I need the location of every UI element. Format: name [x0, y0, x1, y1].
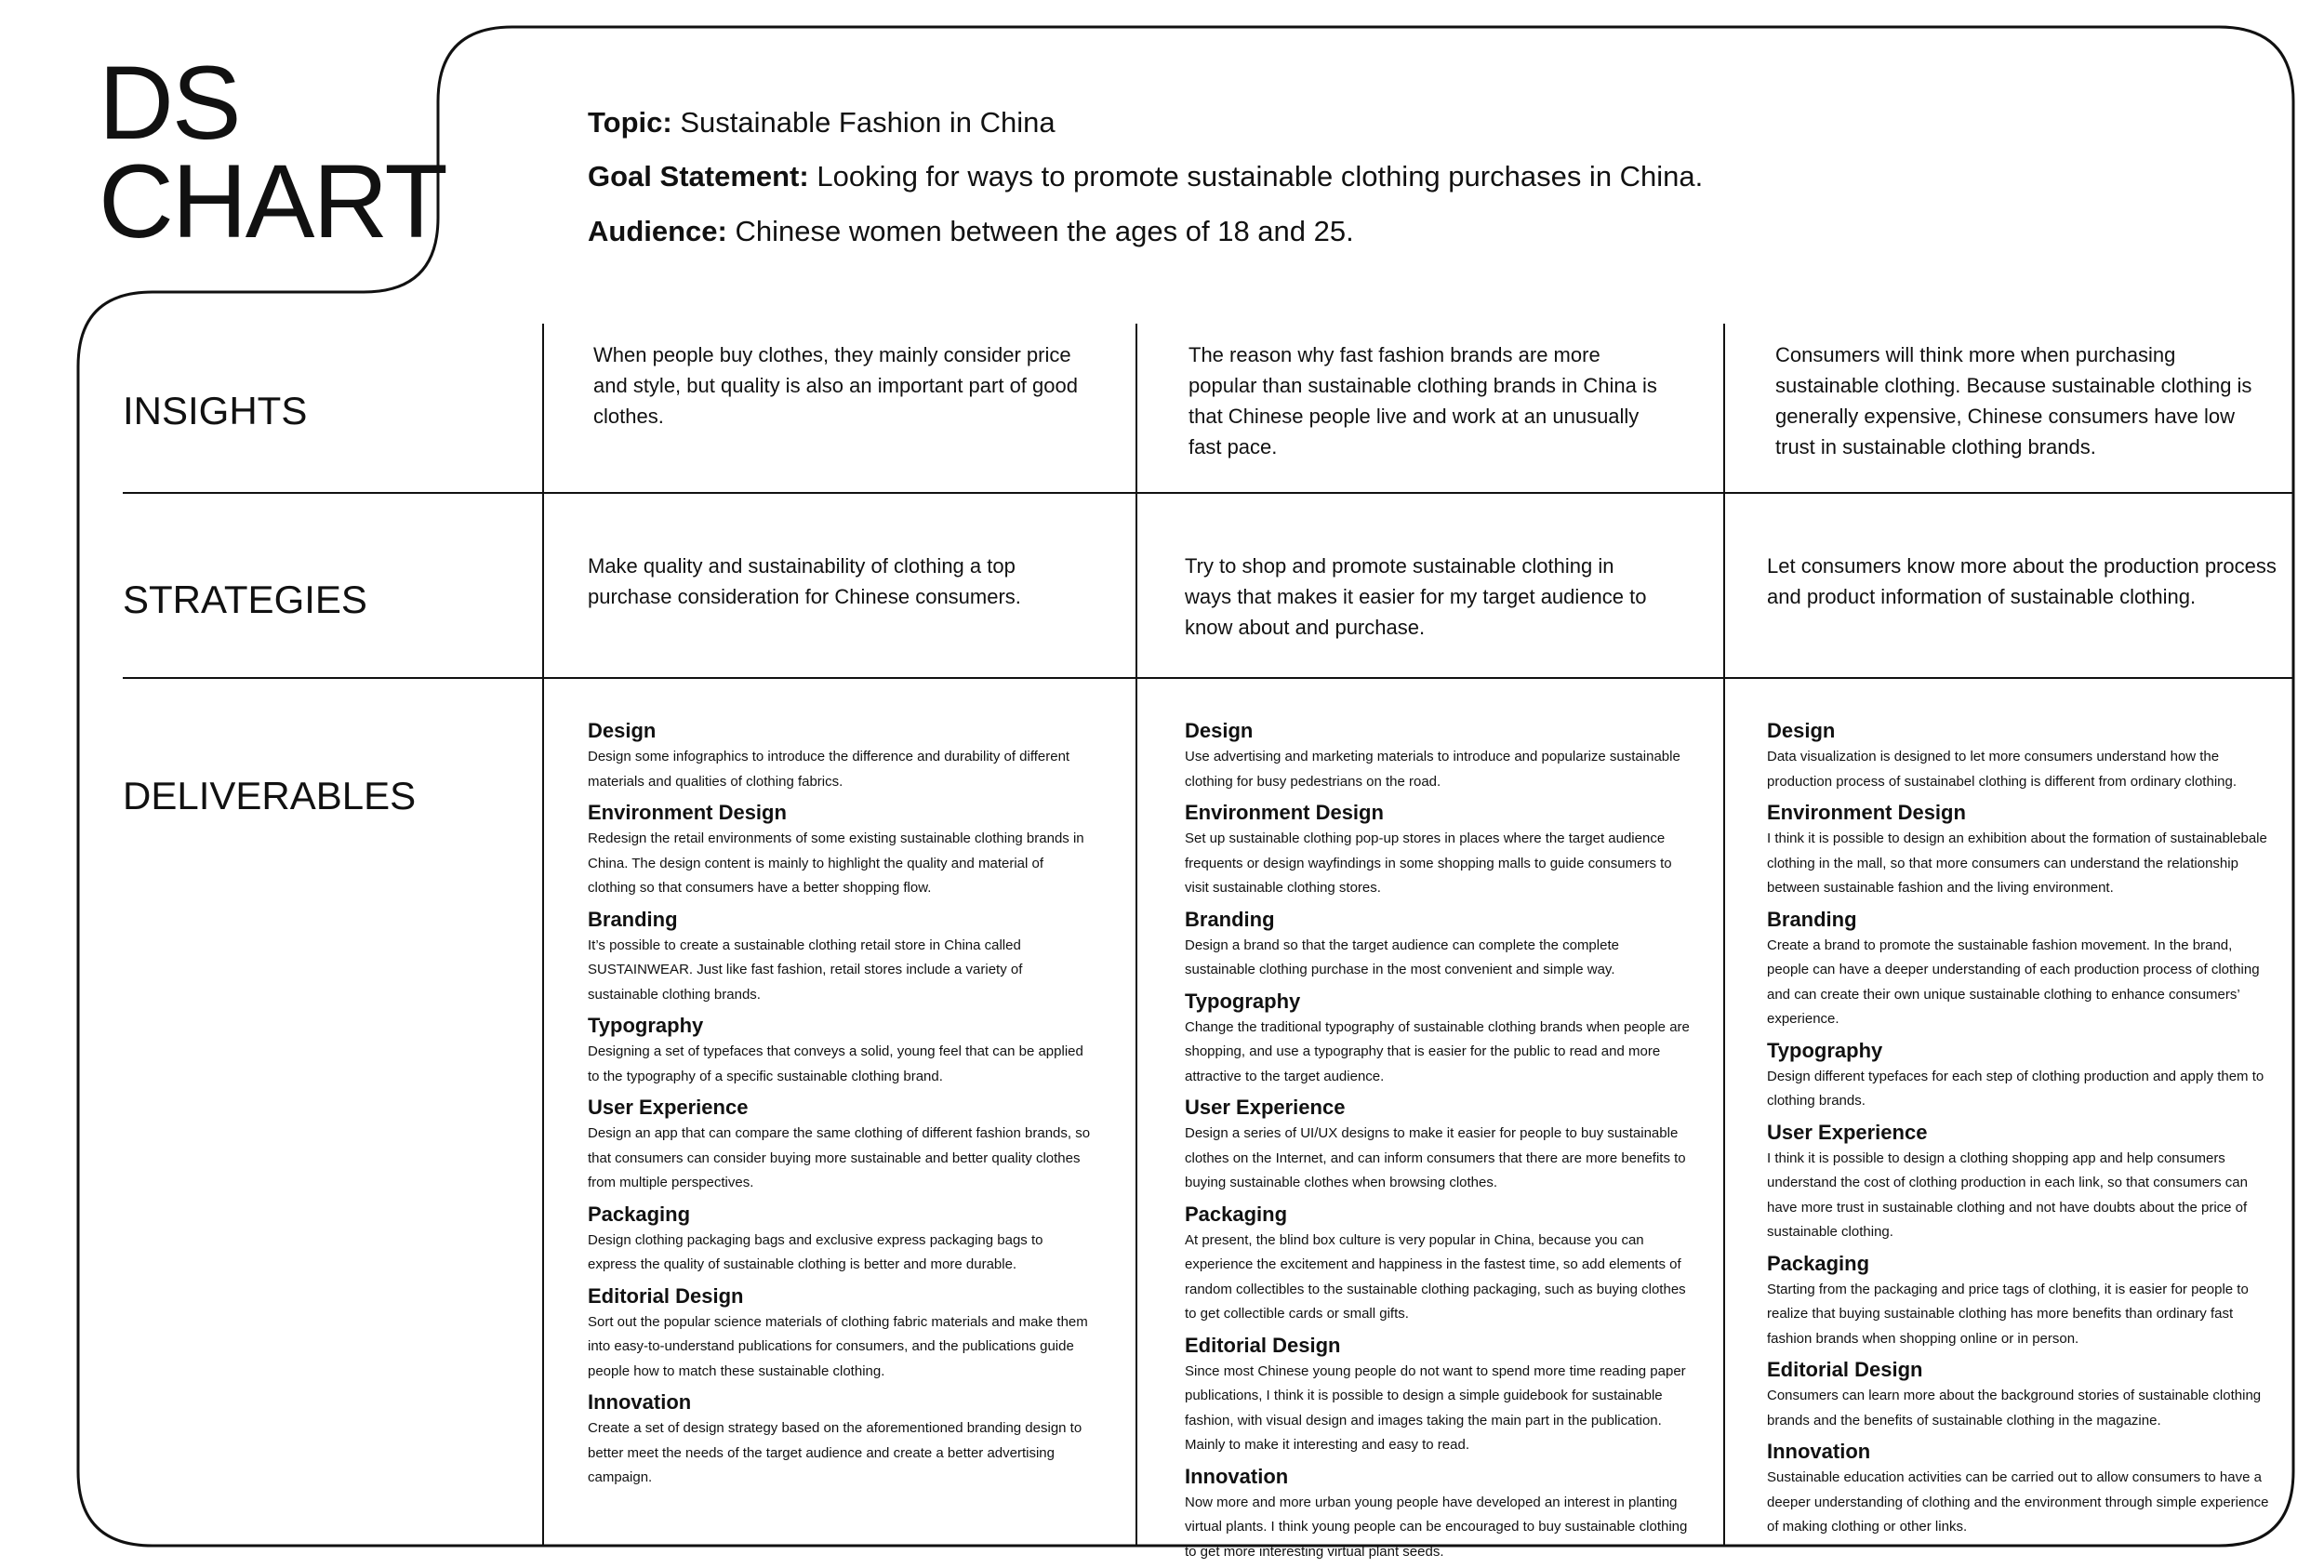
deliverable-title: Innovation	[588, 1390, 692, 1414]
topic-line	[588, 104, 1056, 141]
deliverable-title: User Experience	[1767, 1120, 1928, 1144]
topic-label: Topic:	[588, 106, 672, 139]
insight-3: Consumers will think more when purchasing sustainable clothing. Because sustainable clothing is generally expensive, Chinese consumers have low trust in sustainable clothing brands.	[1775, 343, 2252, 458]
title-line-2: CHART	[99, 143, 446, 259]
deliverable-title: Typography	[1767, 1038, 1883, 1062]
deliverable-description: Redesign the retail environments of some existing sustainable clothing brands in China. The design content is mainly to highlight the quality and material of clothing so that consumers have a better shopping flow.	[588, 831, 1084, 896]
goal-line	[588, 158, 1703, 195]
deliverable-title: Branding	[1767, 907, 1857, 931]
deliverable-description: Sort out the popular science materials of clothing fabric materials and make them into easy-to-understand publications for consumers, and the publications guide people how to match these sustainable clothing.	[588, 1313, 1088, 1379]
deliverable-title: Packaging	[1767, 1251, 1870, 1275]
deliverable-description: Starting from the packaging and price tags of clothing, it is easier for people to realize that buying sustainable clothing has more benefits than ordinary fast fashion brands when shopping online or in person.	[1767, 1281, 2249, 1347]
deliverable-description: Use advertising and marketing materials to introduce and popularize sustainable clothing for busy pedestrians on the road.	[1185, 749, 1680, 790]
insight-2: The reason why fast fashion brands are more popular than sustainable clothing brands in China is that Chinese people live and work at an unusually fast pace.	[1189, 343, 1657, 458]
deliverable-title: Typography	[1185, 989, 1301, 1013]
deliverable-description: At present, the blind box culture is very popular in China, because you can experience the excitement and happiness in the fastest time, so add elements of random collectibles to the sustainable clothing packaging, such as buying clothes to get collectible cards or small gifts.	[1185, 1231, 1686, 1322]
deliverable-description: Change the traditional typography of sustainable clothing brands when people are shopping, and use a typography that is easier for the public to read and more attractive to the target audience.	[1185, 1018, 1690, 1084]
deliverable-description: Data visualization is designed to let more consumers understand how the production process of sustainabel clothing is different from ordinary clothing.	[1767, 749, 2237, 790]
deliverable-description: Since most Chinese young people do not want to spend more time reading paper publications, I think it is possible to design a simple guidebook for sustainable fashion, with visual design and images taking the main part in the publication. Mainly to make it interesting and easy to read.	[1185, 1362, 1686, 1453]
deliverable-description: Design some infographics to introduce the difference and durability of different materials and qualities of clothing fabrics.	[588, 749, 1070, 790]
strategy-3: Let consumers know more about the production process and product information of sustainable clothing.	[1767, 554, 2277, 608]
goal-value: Looking for ways to promote sustainable clothing purchases in China.	[817, 160, 1704, 193]
deliverable-title: Editorial Design	[1767, 1358, 1923, 1381]
deliverable-title: Typography	[588, 1014, 704, 1037]
deliverables-column-2	[1185, 716, 1692, 1568]
deliverable-description: Sustainable education activities can be carried out to allow consumers to have a deeper understanding of clothing and the environment through simple experience of making clothing or other links.	[1767, 1469, 2269, 1535]
deliverable-title: Environment Design	[1767, 801, 1966, 824]
deliverable-title: Editorial Design	[588, 1283, 744, 1308]
deliverable-description: Design a series of UI/UX designs to make it easier for people to buy sustainable clothes on the Internet, and can inform consumers that there are more benefits to buying sustainable clothes when browsing clothes.	[1185, 1125, 1686, 1190]
deliverable-title: Packaging	[588, 1202, 691, 1226]
deliverables-column-1	[588, 716, 1095, 1495]
deliverable-title: Environment Design	[1185, 801, 1384, 824]
deliverable-title: Design	[1185, 719, 1254, 742]
strategy-1: Make quality and sustainability of clothing a top purchase consideration for Chinese consumers.	[588, 554, 1021, 608]
deliverable-description: It’s possible to create a sustainable clothing retail store in China called SUSTAINWEAR. Just like fast fashion, retail stores include a variety of sustainable clothing brands.	[588, 937, 1023, 1003]
deliverable-description: Now more and more urban young people have developed an interest in planting virtual plants. I think young people can be encouraged to buy sustainable clothing to get more interesting virtual plant seeds.	[1185, 1494, 1688, 1560]
deliverable-title: Innovation	[1767, 1440, 1871, 1463]
deliverables-column-3	[1767, 716, 2274, 1544]
title-line-1: DS	[99, 45, 240, 161]
deliverable-description: Create a set of design strategy based on the aforementioned branding design to better meet the needs of the target audience and create a better advertising campaign.	[588, 1420, 1082, 1485]
row-label-insights: INSIGHTS	[123, 389, 308, 432]
strategy-2: Try to shop and promote sustainable clothing in ways that makes it easier for my target audience to know about and purchase.	[1185, 554, 1647, 639]
deliverable-description: Create a brand to promote the sustainable fashion movement. In the brand, people can have a deeper understanding of each production process of clothing and can create their own unique sustainable clothing to enhance consumers’ experience.	[1767, 937, 2260, 1027]
deliverable-title: Editorial Design	[1185, 1333, 1341, 1357]
deliverable-description: I think it is possible to design an exhibition about the formation of sustainablebale clothing in the mall, so that more consumers can understand the relationship between sustainable fashion and the living environment.	[1767, 831, 2267, 896]
audience-line	[588, 213, 1354, 250]
insight-1: When people buy clothes, they mainly consider price and style, but quality is also an important part of good clothes.	[593, 343, 1078, 428]
deliverable-title: Branding	[588, 907, 678, 931]
topic-value: Sustainable Fashion in China	[680, 106, 1056, 139]
deliverable-title: Environment Design	[588, 801, 787, 824]
deliverable-title: Branding	[1185, 907, 1275, 931]
deliverable-description: I think it is possible to design a clothing shopping app and help consumers understand the cost of clothing production in each link, so that consumers can have more trust in sustainable clothing and not have doubts about the price of sustainable clothing.	[1767, 1149, 2248, 1240]
deliverable-title: User Experience	[588, 1096, 749, 1119]
deliverable-title: Design	[1767, 719, 1836, 742]
audience-label: Audience:	[588, 215, 727, 247]
deliverable-description: Consumers can learn more about the background stories of sustainable clothing brands and the benefits of sustainable clothing in the magazine.	[1767, 1388, 2262, 1428]
deliverable-description: Design clothing packaging bags and exclusive express packaging bags to express the quality of sustainable clothing is better and more durable.	[588, 1231, 1043, 1272]
deliverable-title: Innovation	[1185, 1464, 1289, 1488]
row-label-deliverables: DELIVERABLES	[123, 774, 417, 817]
goal-label: Goal Statement:	[588, 160, 809, 193]
deliverable-description: Designing a set of typefaces that conveys a solid, young feel that can be applied to the typography of a specific sustainable clothing brand.	[588, 1043, 1083, 1084]
deliverable-title: Design	[588, 719, 657, 742]
deliverable-title: User Experience	[1185, 1096, 1346, 1119]
audience-value: Chinese women between the ages of 18 and 25.	[735, 215, 1354, 247]
row-label-strategies: STRATEGIES	[123, 578, 367, 621]
ds-chart-title	[99, 45, 446, 259]
deliverable-title: Packaging	[1185, 1202, 1288, 1226]
deliverable-description: Design different typefaces for each step of clothing production and apply them to clothing brands.	[1767, 1068, 2264, 1109]
deliverable-description: Set up sustainable clothing pop-up stores in places where the target audience frequents or design wayfindings in some shopping malls to guide consumers to visit sustainable clothing stores.	[1185, 831, 1672, 896]
deliverable-description: Design an app that can compare the same clothing of different fashion brands, so that consumers can consider buying more sustainable and better quality clothes from multiple perspectives.	[588, 1125, 1091, 1190]
deliverable-description: Design a brand so that the target audience can complete the complete sustainable clothing purchase in the most convenient and simple way.	[1185, 937, 1619, 977]
